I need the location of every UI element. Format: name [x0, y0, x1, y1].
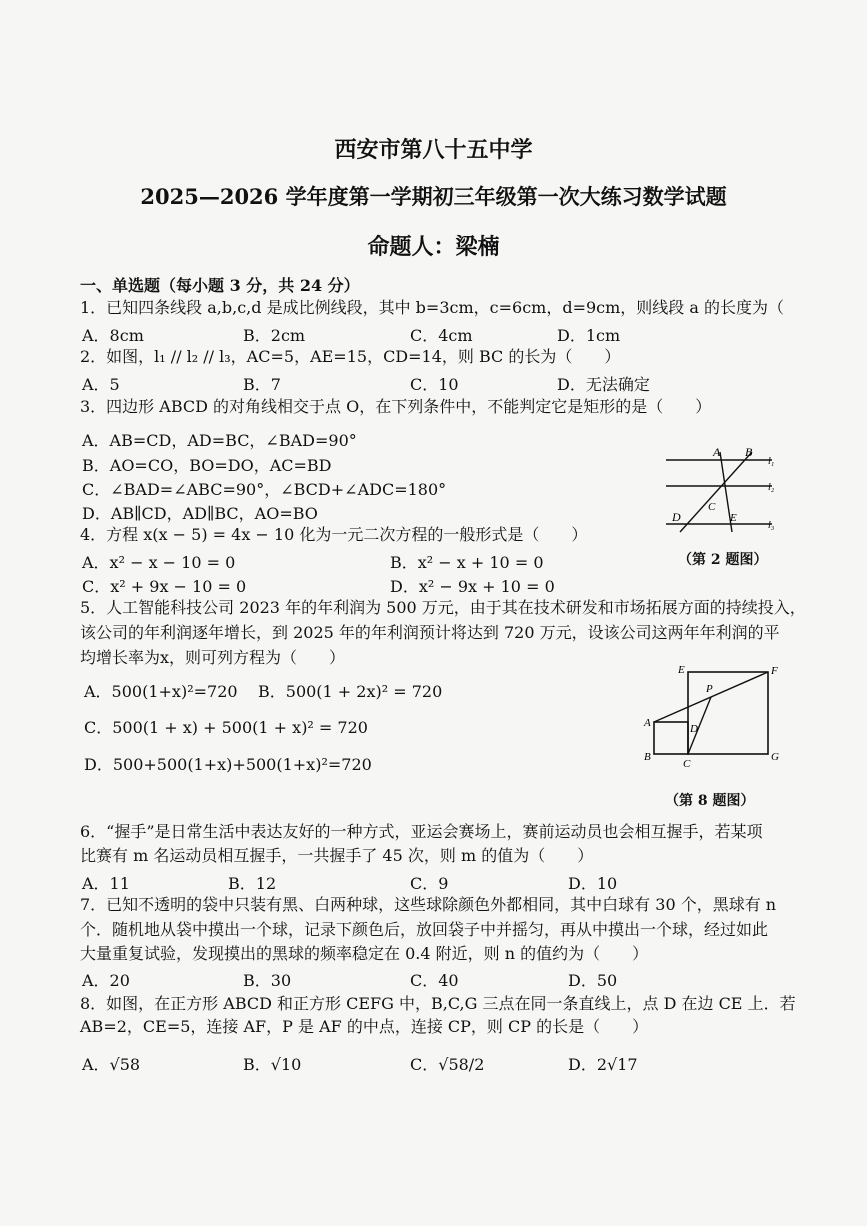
- q5-stem-line-1: 5．人工智能科技公司 2023 年的年利润为 500 万元，由于其在技术研发和市场拓展方面的持续投入，: [80, 598, 806, 617]
- fig8-label-c: C: [683, 758, 691, 770]
- q2-option-c: C．10: [410, 375, 459, 394]
- q6-option-d: D．10: [568, 874, 618, 893]
- fig8-label-e: E: [678, 664, 685, 676]
- q4-option-c: C．x² + 9x − 10 = 0: [82, 577, 247, 596]
- fig8-label-a: A: [644, 717, 651, 729]
- q7-option-d: D．50: [568, 971, 618, 990]
- q1-option-d: D．1cm: [557, 326, 621, 345]
- q6-stem-line-1: 6．“握手”是日常生活中表达友好的一种方式，亚运会赛场上，赛前运动员也会相互握手，若某项: [80, 822, 763, 841]
- q6-option-a: A．11: [82, 874, 130, 893]
- q5-option-a: A．500(1+x)²=720: [84, 682, 238, 701]
- q7-stem-line-3: 大量重复试验，发现摸出的黑球的频率稳定在 0.4 附近，则 n 的值约为（ ）: [80, 944, 649, 963]
- fig2-label-a: A: [713, 445, 721, 459]
- q2-option-d: D．无法确定: [557, 375, 650, 394]
- q8-option-d: D．2√17: [568, 1055, 638, 1074]
- q4-stem: 4．方程 x(x − 5) = 4x − 10 化为一元二次方程的一般形式是（ ）: [80, 525, 588, 544]
- q1-stem: 1．已知四条线段 a,b,c,d 是成比例线段，其中 b=3cm，c=6cm，d=9cm，则线段 a 的长度为（: [80, 298, 784, 317]
- q5-stem-line-2: 该公司的年利润逐年增长，到 2025 年的年利润预计将达到 720 万元，设该公司这两年年利润的平: [80, 623, 780, 642]
- q4-option-a: A．x² − x − 10 = 0: [82, 553, 236, 572]
- q8-stem-line-2: AB=2，CE=5，连接 AF，P 是 AF 的中点，连接 CP，则 CP 的长是（ ）: [80, 1017, 649, 1036]
- exam-title: 2025—2026 学年度第一学期初三年级第一次大练习数学试题: [140, 184, 727, 209]
- transversal-bd: [680, 452, 752, 532]
- q1-option-a: A．8cm: [82, 326, 144, 345]
- fig8-label-f: F: [771, 665, 778, 677]
- q2-option-a: A．5: [82, 375, 120, 394]
- q1-option-c: C．4cm: [410, 326, 473, 345]
- fig2-label-d: D: [672, 510, 681, 524]
- q5-stem-line-3: 均增长率为x，则可列方程为（ ）: [80, 648, 346, 667]
- q7-option-a: A．20: [82, 971, 130, 990]
- q6-option-b: B．12: [228, 874, 277, 893]
- fig2-label-l3: l₃: [768, 520, 775, 531]
- q5-option-d: D．500+500(1+x)+500(1+x)²=720: [84, 755, 372, 774]
- q4-option-b: B．x² − x + 10 = 0: [390, 553, 544, 572]
- q3-stem: 3．四边形 ABCD 的对角线相交于点 O，在下列条件中，不能判定它是矩形的是（ ）: [80, 397, 712, 416]
- q5-option-b: B．500(1 + 2x)² = 720: [258, 682, 443, 701]
- fig8-label-g: G: [771, 751, 779, 763]
- q3-option-a: A．AB=CD，AD=BC，∠BAD=90°: [82, 431, 357, 450]
- q3-option-b: B．AO=CO，BO=DO，AC=BD: [82, 456, 332, 475]
- school-name: 西安市第八十五中学: [334, 137, 533, 163]
- q4-option-d: D．x² − 9x + 10 = 0: [390, 577, 555, 596]
- q6-stem-line-2: 比赛有 m 名运动员相互握手，一共握手了 45 次，则 m 的值为（ ）: [80, 846, 594, 865]
- fig2-label-l2: l₂: [768, 482, 775, 493]
- q3-option-d: D．AB∥CD，AD∥BC，AO=BO: [82, 504, 318, 523]
- q2-stem: 2．如图，l₁ // l₂ // l₃，AC=5，AE=15，CD=14，则 BC 的长为（ ）: [80, 347, 621, 366]
- q8-option-a: A．√58: [82, 1055, 141, 1074]
- q8-option-b: B．√10: [243, 1055, 302, 1074]
- q8-figure-caption: （第 8 题图）: [665, 793, 755, 809]
- q2-figure: [660, 440, 790, 540]
- fig2-label-l1: l₁: [768, 456, 775, 467]
- fig8-label-d: D: [690, 723, 698, 735]
- q2-figure-caption: （第 2 题图）: [678, 552, 768, 568]
- fig8-label-b: B: [644, 751, 651, 763]
- q7-option-b: B．30: [243, 971, 292, 990]
- author-line: 命题人：梁楠: [367, 234, 500, 260]
- q8-option-c: C．√58/2: [410, 1055, 485, 1074]
- section-heading: 一、单选题（每小题 3 分，共 24 分）: [80, 276, 360, 295]
- fig2-label-b: B: [745, 445, 753, 459]
- square-abcd: [654, 722, 688, 754]
- fig2-label-e: E: [730, 512, 737, 524]
- q7-option-c: C．40: [410, 971, 459, 990]
- fig8-label-p: P: [706, 683, 713, 695]
- fig2-label-c: C: [708, 501, 716, 513]
- square-cefg: [688, 672, 768, 754]
- q7-stem-line-2: 个．随机地从袋中摸出一个球，记录下颜色后，放回袋子中并摇匀，再从中摸出一个球，经过如此: [80, 920, 769, 939]
- q1-option-b: B．2cm: [243, 326, 306, 345]
- q5-option-c: C．500(1 + x) + 500(1 + x)² = 720: [84, 718, 368, 737]
- q6-option-c: C．9: [410, 874, 449, 893]
- q8-stem-line-1: 8．如图，在正方形 ABCD 和正方形 CEFG 中，B,C,G 三点在同一条直线上，点 D 在边 CE 上．若: [80, 994, 796, 1013]
- q8-figure: [640, 660, 790, 770]
- q7-stem-line-1: 7．已知不透明的袋中只装有黑、白两种球，这些球除颜色外都相同，其中白球有 30 个，黑球有 n: [80, 895, 777, 914]
- q2-option-b: B．7: [243, 375, 281, 394]
- q3-option-c: C．∠BAD=∠ABC=90°，∠BCD+∠ADC=180°: [82, 480, 447, 499]
